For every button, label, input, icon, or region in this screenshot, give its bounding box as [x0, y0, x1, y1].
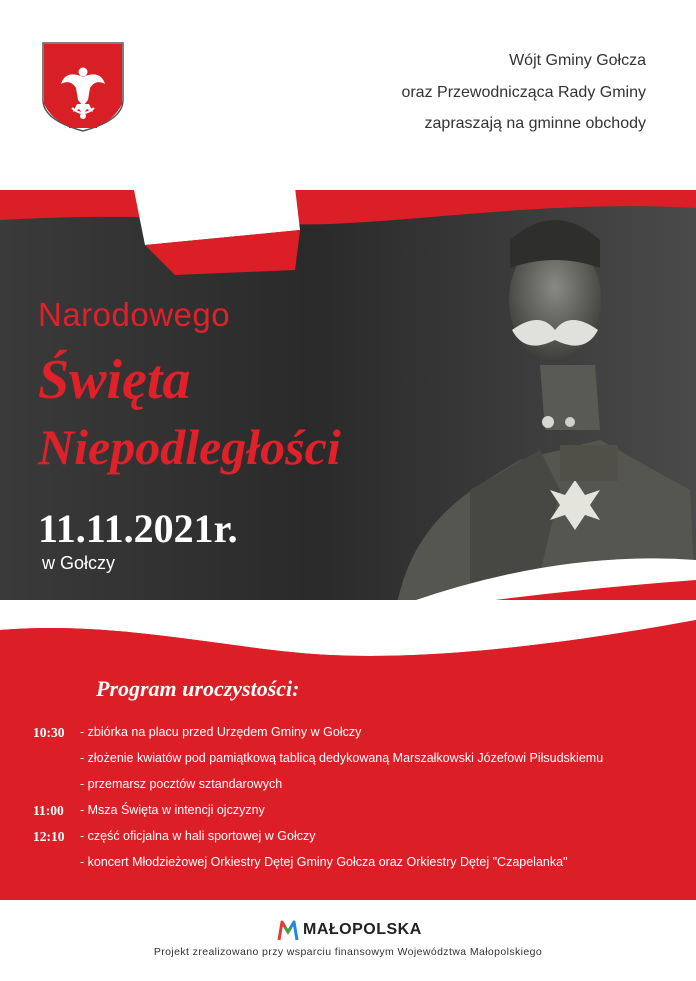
- invitation-line-3: zapraszają na gminne obchody: [424, 115, 646, 132]
- event-place: w Gołczy: [42, 553, 116, 573]
- logo-text: MAŁOPOLSKA: [303, 921, 422, 938]
- malopolska-logo-icon: [276, 918, 300, 942]
- program-text: - koncert Młodzieżowej Orkiestry Dętej Gminy Gołcza oraz Orkiestry Dętej "Czapelanka": [80, 855, 568, 869]
- malopolska-logo: [0, 918, 696, 942]
- program-time: 10:30: [33, 725, 65, 740]
- invitation-line-2: oraz Przewodnicząca Rady Gminy: [401, 84, 646, 101]
- title-line-1: Narodowego: [38, 296, 231, 333]
- title-line-3: Niepodległości: [38, 419, 341, 475]
- program-text: - złożenie kwiatów pod pamiątkową tablicą dedykowaną Marszałkowski Józefowi Piłsudskiemu: [80, 751, 604, 765]
- event-date: 11.11.2021r.: [38, 506, 238, 551]
- footer-note: Projekt zrealizowano przy wsparciu finansowym Województwa Małopolskiego: [153, 946, 543, 958]
- coat-of-arms-emblem: [42, 42, 124, 132]
- program-heading: Program uroczystości:: [96, 676, 300, 701]
- program-time: 12:10: [33, 829, 65, 844]
- title-line-2: Święta: [38, 349, 191, 411]
- flag-wave: [0, 600, 696, 660]
- invitation-line-1: Wójt Gminy Gołcza: [509, 52, 646, 69]
- program-text: - zbiórka na placu przed Urzędem Gminy w Gołczy: [80, 725, 362, 739]
- program-time: 11:00: [33, 803, 64, 818]
- program-text: - część oficjalna w hali sportowej w Gołczy: [80, 829, 316, 843]
- program-text: - przemarsz pocztów sztandarowych: [80, 777, 283, 791]
- program-text: - Msza Święta w intencji ojczyzny: [80, 803, 265, 817]
